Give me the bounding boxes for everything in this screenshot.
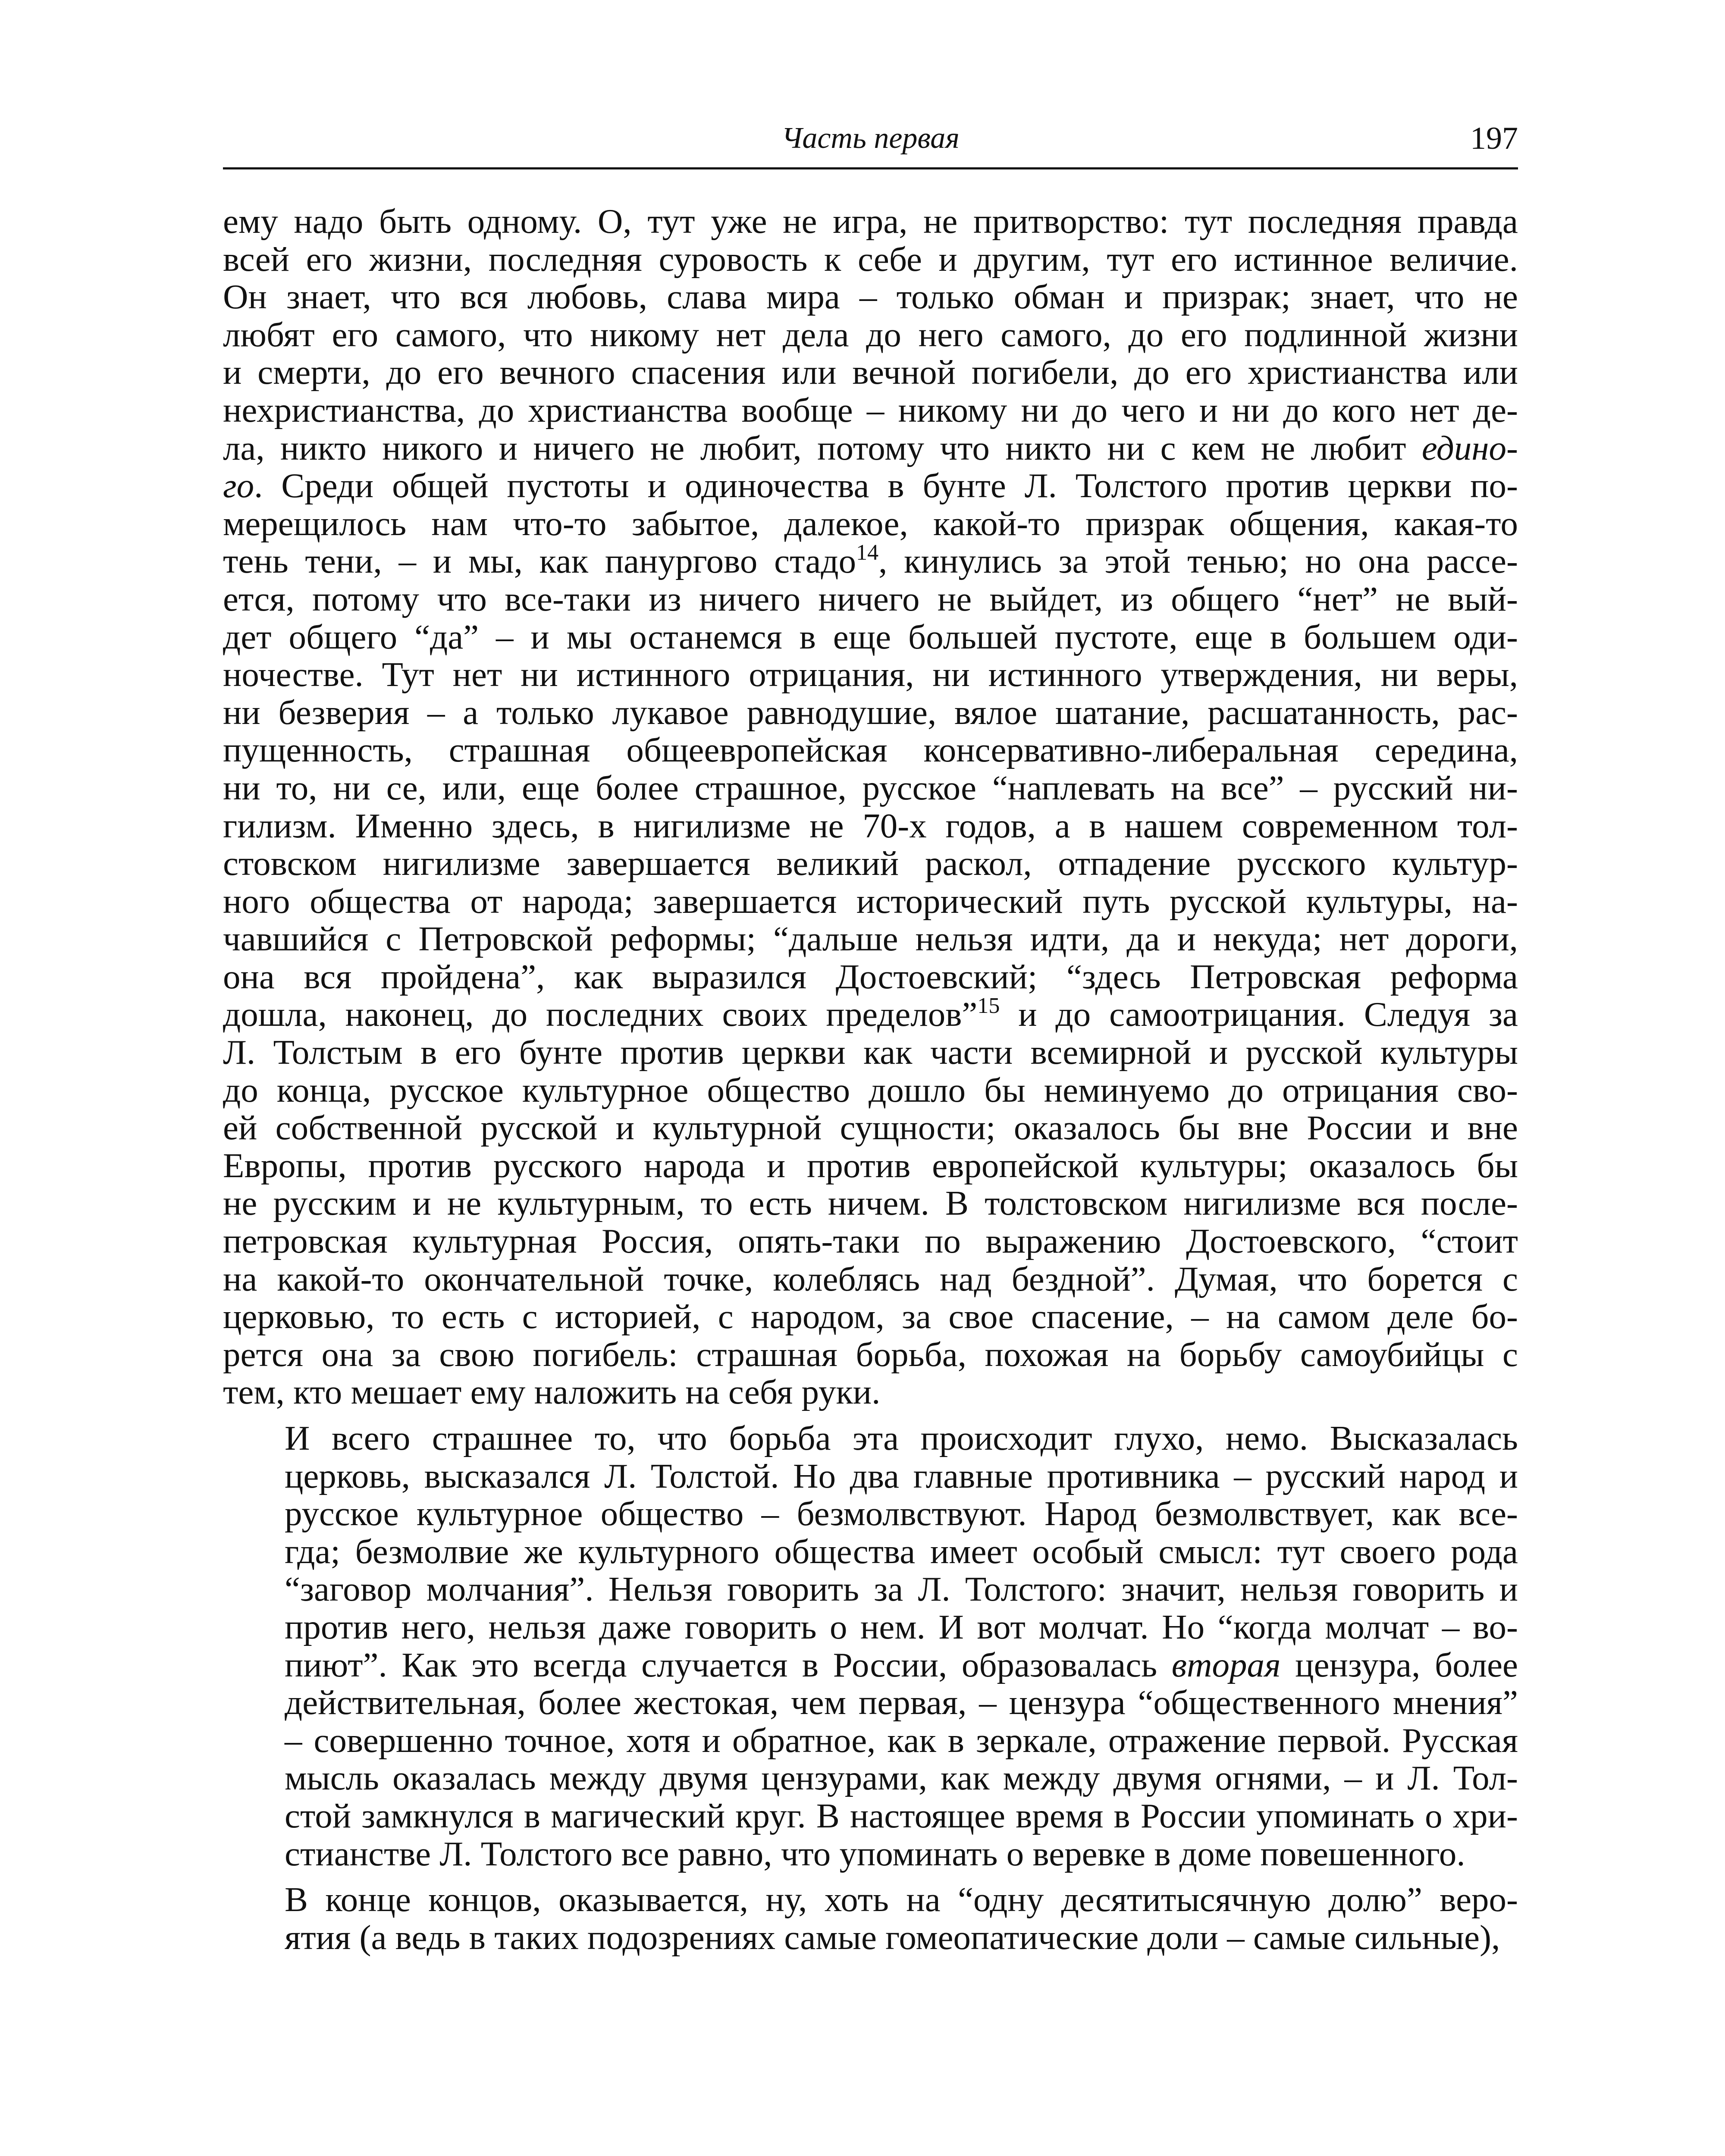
text-run: стовском нигилизме завершается великий раскол, отпадение русского культур- <box>223 844 1518 883</box>
text-run: Л. Толстым в его бунте против церкви как части всемирной и русской культуры <box>223 1033 1518 1072</box>
text-run: она вся пройдена”, как выразился Достоевский; “здесь Петровская реформа <box>223 957 1518 996</box>
text-line <box>223 1684 1518 1722</box>
text-line <box>223 1835 1518 1873</box>
running-head-title: Часть первая <box>781 122 960 155</box>
text-line <box>223 1373 1518 1411</box>
text-line <box>223 883 1518 921</box>
text-run: петровская культурная Россия, опять-таки по выражению Достоевского, “стоит <box>223 1222 1518 1261</box>
text-run: ей собственной русской и культурной сущности; оказалось бы вне России и вне <box>223 1108 1518 1147</box>
text-run: на какой-то окончательной точке, колеблясь над бездной”. Думая, что борется с <box>223 1259 1518 1298</box>
text-run: пиют”. Как это всегда случается в России, образовалась <box>285 1645 1172 1684</box>
text-line <box>223 1722 1518 1760</box>
text-run: ни безверия – а только лукавое равнодушие, вялое шатание, расшатанность, рас- <box>223 693 1518 732</box>
text-line <box>223 203 1518 241</box>
text-run: и до самоотрицания. Следуя за <box>1000 995 1518 1034</box>
text-line <box>223 241 1518 279</box>
text-line <box>223 278 1518 316</box>
text-run: И всего страшнее то, что борьба эта происходит глухо, немо. Высказалась <box>285 1419 1518 1457</box>
text-run: . Среди общей пустоты и одиночества в бунте Л. Толстого против церкви по- <box>254 466 1518 505</box>
text-line <box>223 845 1518 883</box>
text-run: ятия (а ведь в таких подозрениях самые гомеопатические доли – самые сильные), <box>285 1918 1500 1957</box>
text-line <box>223 1420 1518 1457</box>
text-run: нехристианства, до христианства вообще – никому ни до чего и ни до кого нет де- <box>223 390 1518 429</box>
text-run: Он знает, что вся любовь, слава мира – только обман и призрак; знает, что не <box>223 277 1518 317</box>
text-line <box>223 580 1518 618</box>
footnote-ref: 15 <box>977 993 1000 1018</box>
text-line <box>223 1495 1518 1533</box>
text-line <box>223 1336 1518 1374</box>
text-line <box>223 1109 1518 1147</box>
text-run: ни то, ни се, или, еще более страшное, русское “наплевать на все” – русский ни- <box>223 768 1518 807</box>
body-text <box>223 203 1518 1956</box>
text-line <box>223 731 1518 769</box>
text-line <box>223 467 1518 505</box>
text-line <box>223 1298 1518 1336</box>
text-line <box>223 993 1518 1034</box>
text-line <box>223 694 1518 732</box>
text-run: рется она за свою погибель: страшная борьба, похожая на борьбу самоубийцы с <box>223 1335 1518 1374</box>
text-line <box>223 1034 1518 1072</box>
text-run: гда; безмолвие же культурного общества имеет особый смысл: тут своего рода <box>285 1532 1518 1571</box>
text-run: мысль оказалась между двумя цензурами, как между двумя огнями, – и Л. Тол- <box>285 1758 1518 1798</box>
text-run: “заговор молчания”. Нельзя говорить за Л. Толстого: значит, нельзя говорить и <box>285 1570 1518 1609</box>
text-run: – совершенно точное, хотя и обратное, как в зеркале, отражение первой. Русская <box>285 1720 1518 1760</box>
text-run: дет общего “да” – и мы останемся в еще большей пустоте, еще в большем оди- <box>223 617 1518 656</box>
text-run: церковь, высказался Л. Толстой. Но два главные противника – русский народ и <box>285 1456 1518 1495</box>
text-line <box>223 1185 1518 1222</box>
text-line <box>223 429 1518 467</box>
text-run: ла, никто никого и ничего не любит, потому что никто ни с кем не любит <box>223 428 1422 467</box>
paragraph <box>223 1881 1518 1956</box>
text-run: до конца, русское культурное общество дошло бы неминуемо до отрицания сво- <box>223 1070 1518 1109</box>
text-run: мерещилось нам что-то забытое, далекое, какой-то призрак общения, какая-то <box>223 504 1518 543</box>
footnote-ref: 14 <box>856 540 879 565</box>
text-line <box>223 618 1518 656</box>
text-line <box>223 1147 1518 1185</box>
text-run: любят его самого, что никому нет дела до него самого, до его подлинной жизни <box>223 315 1518 354</box>
text-line <box>223 1222 1518 1260</box>
text-line <box>223 1759 1518 1797</box>
text-run: пущенность, страшная общеевропейская консервативно-либеральная середина, <box>223 730 1518 770</box>
text-line <box>223 1608 1518 1646</box>
text-run: ется, потому что все-таки из ничего ничего не выйдет, из общего “нет” не вый- <box>223 579 1518 618</box>
text-line <box>223 1533 1518 1571</box>
text-run: русское культурное общество – безмолвствуют. Народ безмолвствует, как все- <box>285 1494 1518 1533</box>
text-line <box>223 769 1518 807</box>
text-line <box>223 1919 1518 1957</box>
paragraph <box>223 1420 1518 1873</box>
text-line <box>223 920 1518 958</box>
text-run: , кинулись за этой тенью; но она рассе- <box>878 542 1518 581</box>
text-line <box>223 354 1518 392</box>
text-run: стой замкнулся в магический круг. В настоящее время в России упоминать о хри- <box>285 1796 1518 1835</box>
text-run: против него, нельзя даже говорить о нем. И вот молчат. Но “когда молчат – во- <box>285 1607 1518 1646</box>
text-run: Европы, против русского народа и против европейской культуры; оказалось бы <box>223 1146 1518 1185</box>
text-line <box>223 1260 1518 1298</box>
text-run: тем, кто мешает ему наложить на себя руки. <box>223 1373 881 1412</box>
page-number: 197 <box>1470 121 1518 156</box>
text-line <box>223 1072 1518 1109</box>
header-divider <box>223 167 1518 169</box>
text-line <box>223 656 1518 694</box>
text-run: ного общества от народа; завершается исторический путь русской культуры, на- <box>223 881 1518 921</box>
text-line <box>223 542 1518 580</box>
text-run: всей его жизни, последняя суровость к себе и другим, тут его истинное величие. <box>223 239 1518 279</box>
italic-emphasis: едино- <box>1421 428 1518 467</box>
italic-emphasis: го <box>223 466 254 505</box>
text-line <box>223 958 1518 996</box>
text-run: стианстве Л. Толстого все равно, что упоминать о веревке в доме повешенного. <box>285 1834 1465 1873</box>
text-run: тень тени, – и мы, как панургово стадо <box>223 542 856 581</box>
text-run: дошла, наконец, до последних своих пределов” <box>223 995 978 1034</box>
text-run: В конце концов, оказывается, ну, хоть на “одну десятитысячную долю” веро- <box>285 1880 1518 1919</box>
text-line <box>223 505 1518 543</box>
text-run: и смерти, до его вечного спасения или вечной погибели, до его христианства или <box>223 353 1518 392</box>
text-run: цензура, более <box>1280 1645 1518 1684</box>
text-run: церковью, то есть с историей, с народом, за свое спасение, – на самом деле бо- <box>223 1297 1518 1336</box>
text-run: не русским и не культурным, то есть ничем. В толстовском нигилизме вся после- <box>223 1184 1518 1223</box>
text-line <box>223 1797 1518 1835</box>
text-run: действительная, более жестокая, чем первая, – цензура “общественного мнения” <box>285 1683 1518 1722</box>
text-line <box>223 807 1518 845</box>
text-line <box>223 316 1518 354</box>
text-line <box>223 392 1518 429</box>
paragraph <box>223 203 1518 1411</box>
text-run: чавшийся с Петровской реформы; “дальше нельзя идти, да и некуда; нет дороги, <box>223 919 1518 959</box>
text-run: гилизм. Именно здесь, в нигилизме не 70-х годов, а в нашем современном тол- <box>223 806 1518 845</box>
text-run: ему надо быть одному. О, тут уже не игра, не притворство: тут последняя правда <box>223 202 1518 241</box>
text-line <box>223 1570 1518 1608</box>
text-line <box>223 1646 1518 1684</box>
italic-emphasis: вторая <box>1171 1645 1281 1684</box>
text-line <box>223 1457 1518 1495</box>
text-run: ночестве. Тут нет ни истинного отрицания, ни истинного утверждения, ни веры, <box>223 655 1518 694</box>
text-line <box>223 1881 1518 1919</box>
running-head <box>223 116 1518 167</box>
